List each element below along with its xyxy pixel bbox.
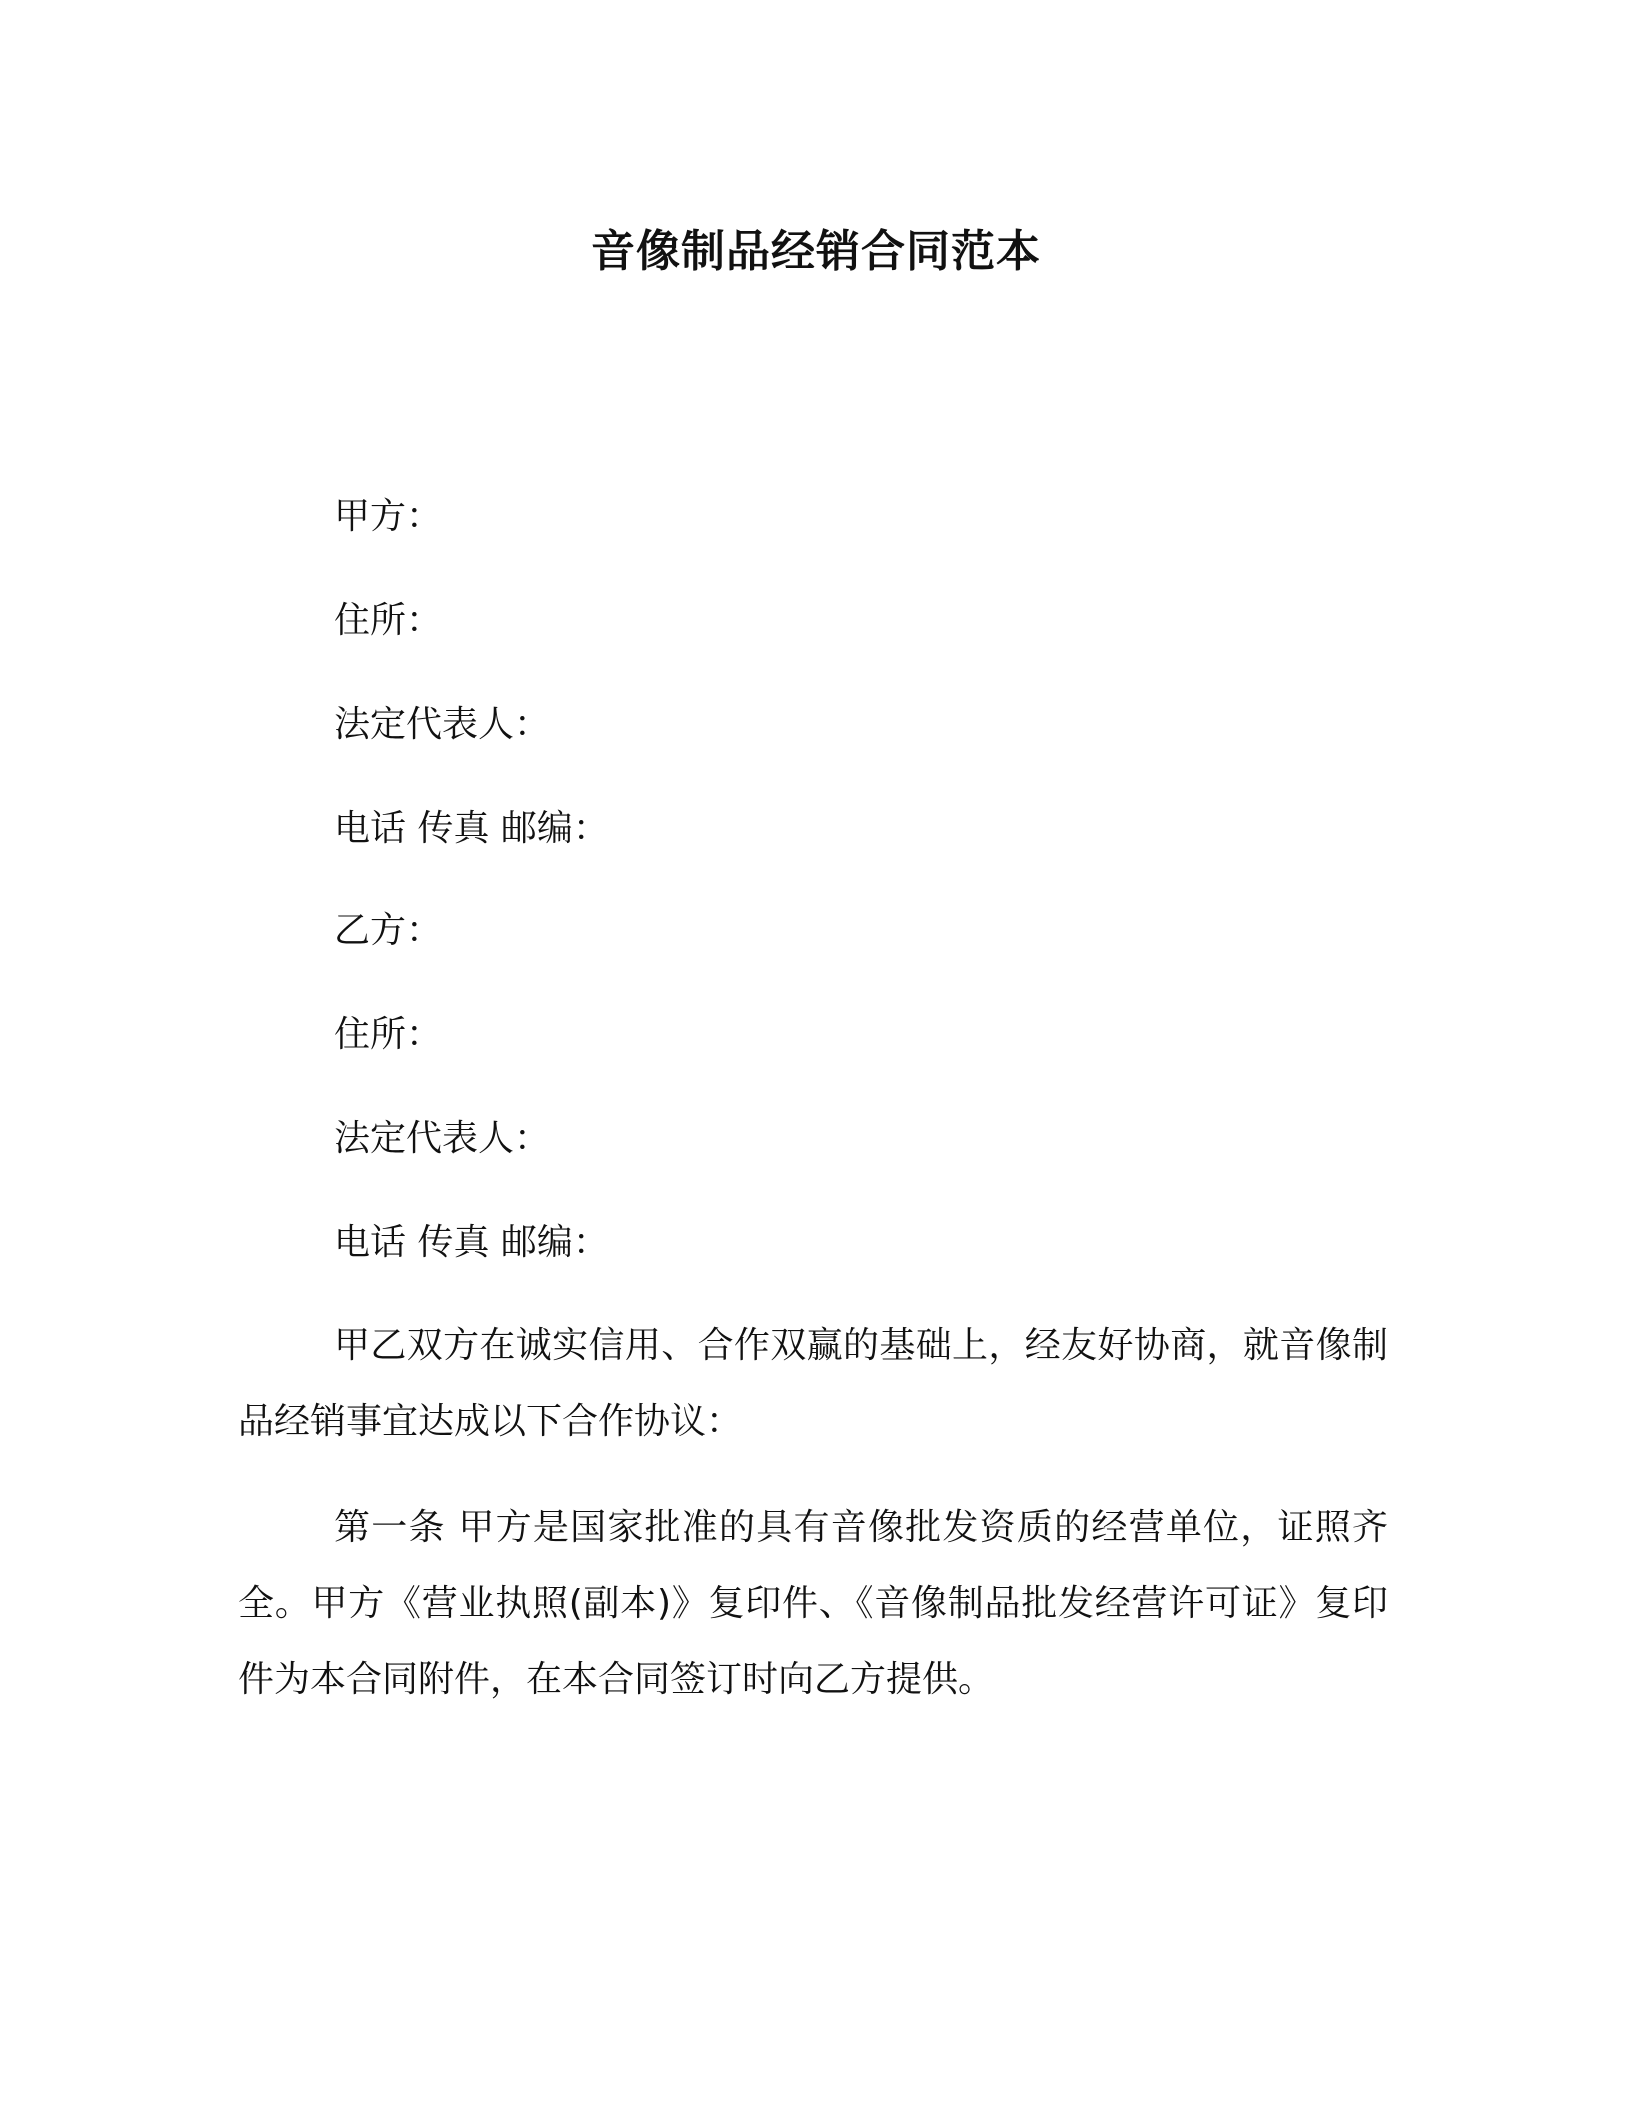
party-b-address-label: 住所： <box>334 1014 443 1055</box>
agreement-intro-paragraph: 甲乙双方在诚实信用、合作双赢的基础上，经友好协商，就音像制品经销事宜达成以下合作协议： <box>238 1325 1388 1442</box>
party-a-contact-label: 电话 传真 邮编： <box>334 808 609 849</box>
party-b-legal-rep-label: 法定代表人： <box>334 1118 551 1159</box>
party-a-address-label: 住所： <box>334 600 443 641</box>
document-title: 音像制品经销合同范本 <box>591 226 1041 277</box>
article-one-paragraph: 第一条 甲方是国家批准的具有音像批发资质的经营单位，证照齐全。甲方《营业执照(副本)》复印件、《音像制品批发经营许可证》复印件为本合同附件，在本合同签订时向乙方提供。 <box>238 1507 1388 1700</box>
party-b-contact-label: 电话 传真 邮编： <box>334 1222 609 1263</box>
party-b-name-label: 乙方： <box>334 910 443 951</box>
party-a-legal-rep-label: 法定代表人： <box>334 704 551 745</box>
party-a-name-label: 甲方： <box>334 496 443 537</box>
